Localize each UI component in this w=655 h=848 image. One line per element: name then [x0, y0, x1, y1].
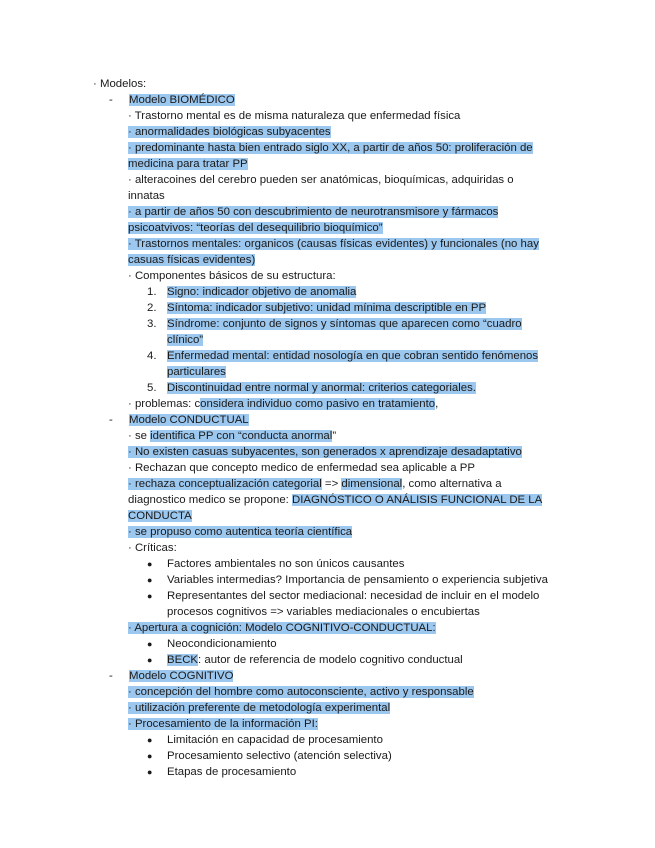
- text-line: · anormalidades biológicas subyacentes: [128, 126, 331, 138]
- text-line: · Trastornos mentales: organicos (causas físicas evidentes) y funcionales (no hay: [128, 238, 539, 250]
- bullet-item: ● Procesamiento selectivo (atención selectiva): [147, 750, 392, 762]
- text-line: psicoatvivos: “teorías del desequilibrio bioquímico”: [128, 222, 383, 234]
- numbered-item: 5. Discontinuidad entre normal y anormal: criterios categoriales.: [147, 382, 476, 394]
- text-line: casuas físicas evidentes): [128, 254, 256, 266]
- text-line: · predominante hasta bien entrado siglo XX, a partir de años 50: proliferación de: [128, 142, 533, 154]
- text-line: · utilización preferente de metodología experimental: [128, 702, 391, 714]
- numbered-item: 4. Enfermedad mental: entidad nosología en que cobran sentido fenómenos: [147, 350, 539, 362]
- text-line: · concepción del hombre como autoconsciente, activo y responsable: [128, 686, 474, 698]
- numbered-item-cont: clínico”: [167, 334, 204, 346]
- numbered-item: 2. Síntoma: indicador subjetivo: unidad mínima descriptible en PP: [147, 302, 487, 314]
- section-biomedico-title: - Modelo BIOMÉDICO: [109, 94, 235, 106]
- text-line: · alteracoines del cerebro pueden ser anatómicas, bioquímicas, adquiridas o: [128, 174, 514, 186]
- bullet-item: ● Limitación en capacidad de procesamiento: [147, 734, 383, 746]
- text-line: medicina para tratar PP: [128, 158, 248, 170]
- bullet-item: ● Factores ambientales no son únicos causantes: [147, 558, 405, 570]
- bullet-item: ● Representantes del sector mediacional: necesidad de incluir en el modelo: [147, 590, 540, 602]
- numbered-item-cont: particulares: [167, 366, 226, 378]
- text-line: · Rechazan que concepto medico de enfermedad sea aplicable a PP: [128, 462, 476, 474]
- bullet-item: ● BECK: autor de referencia de modelo cognitivo conductual: [147, 654, 463, 666]
- text-line: · rechaza conceptualización categorial => dimensional, como alternativa a: [128, 478, 502, 490]
- text-line: · No existen casuas subyacentes, son generados x aprendizaje desadaptativo: [128, 446, 522, 458]
- text-line: · se identifica PP con “conducta anormal”: [128, 430, 337, 442]
- text-line: · Trastorno mental es de misma naturaleza que enfermedad física: [128, 110, 461, 122]
- document-content: [93, 76, 563, 780]
- text-line: · a partir de años 50 con descubrimiento de neurotransmisore y fármacos: [128, 206, 499, 218]
- bullet-item: ● Etapas de procesamiento: [147, 766, 297, 778]
- text-line: · Componentes básicos de su estructura:: [128, 270, 336, 282]
- text-line: · Apertura a cognición: Modelo COGNITIVO-CONDUCTUAL:: [128, 622, 436, 634]
- bullet-item: ● Neocondicionamiento: [147, 638, 277, 650]
- section-cognitivo-title: - Modelo COGNITIVO: [109, 670, 234, 682]
- numbered-item: 1. Signo: indicador objetivo de anomalia: [147, 286, 357, 298]
- modelos-heading: · Modelos:: [93, 78, 147, 90]
- text-line: diagnostico medico se propone: DIAGNÓSTICO O ANÁLISIS FUNCIONAL DE LA: [128, 494, 543, 506]
- bullet-item-cont: procesos cognitivos => variables mediacionales o encubiertas: [167, 606, 480, 618]
- text-line: · problemas: considera individuo como pasivo en tratamiento,: [128, 398, 439, 410]
- text-line: innatas: [128, 190, 165, 202]
- bullet-item: ● Variables intermedias? Importancia de pensamiento o experiencia subjetiva: [147, 574, 548, 586]
- text-line: · se propuso como autentica teoría científica: [128, 526, 353, 538]
- text-line: CONDUCTA: [128, 510, 192, 522]
- numbered-item: 3. Síndrome: conjunto de signos y síntomas que aparecen como “cuadro: [147, 318, 522, 330]
- section-conductual-title: - Modelo CONDUCTUAL: [109, 414, 249, 426]
- text-line: · Críticas:: [128, 542, 177, 554]
- text-line: · Procesamiento de la información PI:: [128, 718, 318, 730]
